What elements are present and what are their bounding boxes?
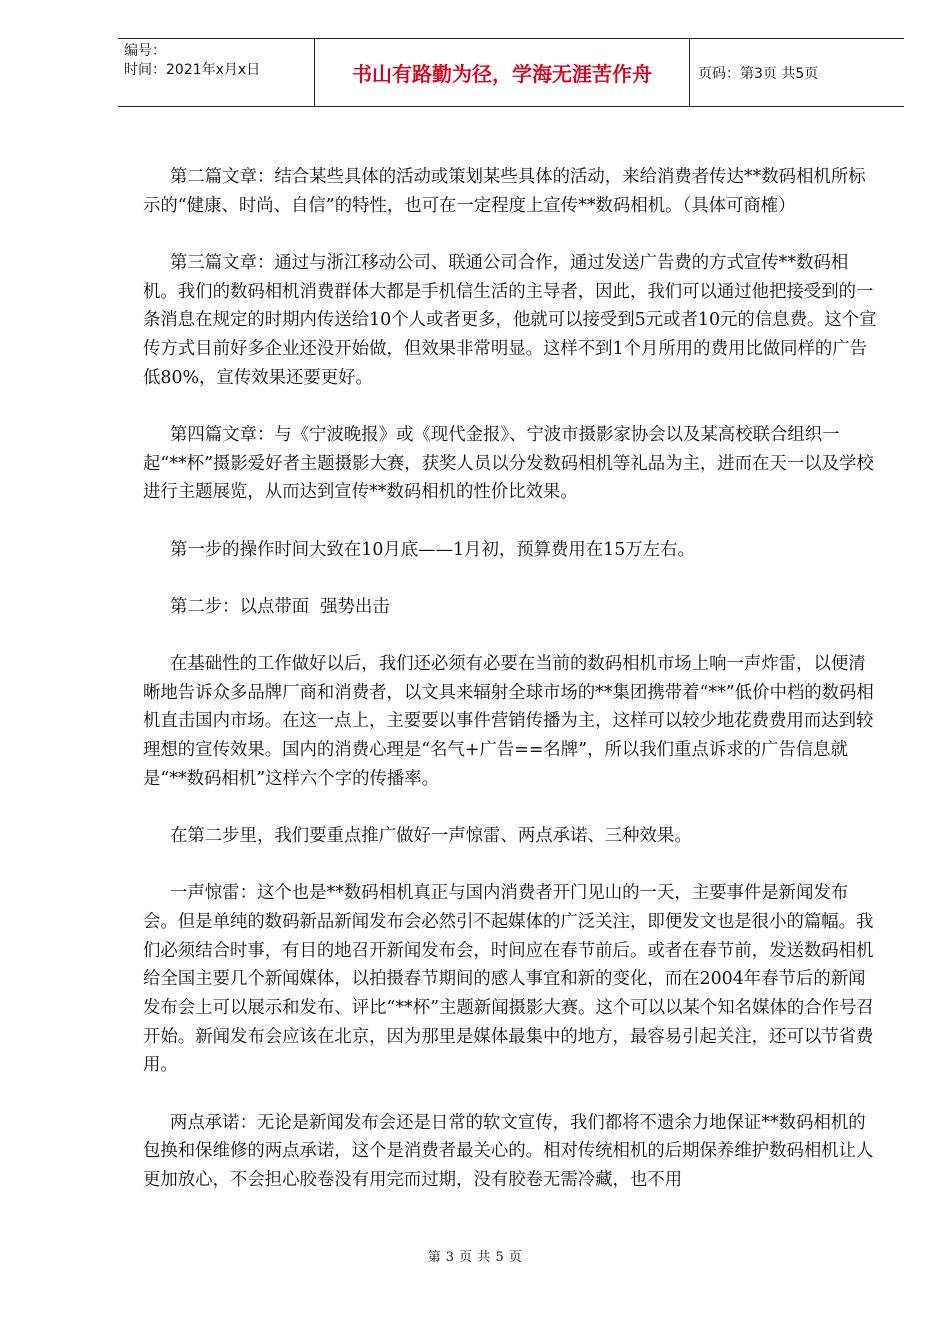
header-meta [118,39,315,106]
paragraph: 一声惊雷：这个也是**数码相机真正与国内消费者开门见山的一天，主要事件是新闻发布会。但是单纯的数码新品新闻发布会必然引不起媒体的广泛关注，即便发文也是很小的篇幅。我们必须结合时事，有目的地召开新闻发布会，时间应在春节前后。或者在春节前，发送数码相机给全国主要几个新闻媒体，以拍摄春节期间的感人事宜和新的变化，而在2004年春节后的新闻发布会上可以展示和发布、评比“**杯”主题新闻摄影大赛。这个可以以某个知名媒体的合作号召开始。新闻发布会应该在北京，因为那里是媒体最集中的地方，最容易引起关注，还可以节省费用。 [143,883,874,1076]
document-body [143,163,878,1223]
paragraph: 在第二步里，我们要重点推广做好一声惊雷、两点承诺、三种效果。 [170,825,692,846]
header-motto: 书山有路勤为径，学海无涯苦作舟 [315,39,690,106]
page-footer: 第 3 页 共 5 页 [427,1250,523,1265]
header-page-info: 页码：第3页 共5页 [698,65,819,82]
paragraph: 第三篇文章：通过与浙江移动公司、联通公司合作，通过发送广告费的方式宣传**数码相机。我们的数码相机消费群体大都是手机信生活的主导者，因此，我们可以通过他把接受到的一条消息在规定的时期内传送给10个人或者更多，他就可以接受到5元或者10元的信息费。这个宣传方式目前好多企业还没开始做，但效果非常明显。这样不到1个月所用的费用比做同样的广告低80%，宣传效果还要更好。 [143,252,877,388]
paragraph: 第一步的操作时间大致在10月底——1月初，预算费用在15万左右。 [170,539,695,560]
paragraph: 在基础性的工作做好以后，我们还必须有必要在当前的数码相机市场上响一声炸雷，以便清晰地告诉众多品牌厂商和消费者，以文具来辐射全球市场的**集团携带着“**”低价中档的数码相机直击国内市场。在这一点上，主要要以事件营销传播为主，这样可以较少地花费费用而达到较理想的宣传效果。国内的消费心理是“名气+广告==名牌”，所以我们重点诉求的广告信息就是“**数码相机”这样六个字的传播率。 [143,653,874,789]
paragraph: 第二篇文章：结合某些具体的活动或策划某些具体的活动，来给消费者传达**数码相机所标示的“健康、时尚、自信”的特性，也可在一定程度上宣传**数码相机。（具体可商榷） [143,167,866,216]
paragraph: 第四篇文章：与《宁波晚报》或《现代金报》、宁波市摄影家协会以及某高校联合组织一起“**杯”摄影爱好者主题摄影大赛，获奖人员以分发数码相机等礼品为主，进而在天一以及学校进行主题展览，从而达到宣传**数码相机的性价比效果。 [143,424,874,503]
number-label: 编号： [124,43,166,59]
time-label: 时间：2021年x月x日 [124,62,261,78]
section-heading: 第二步：以点带面 强势出击 [170,596,390,617]
page-header [118,38,904,107]
paragraph: 两点承诺：无论是新闻发布会还是日常的软文宣传，我们都将不遗余力地保证**数码相机的包换和保维修的两点承诺，这个是消费者最关心的。相对传统相机的后期保养维护数码相机让人更加放心，不会担心胶卷没有用完而过期，没有胶卷无需冷藏，也不用 [143,1112,874,1190]
